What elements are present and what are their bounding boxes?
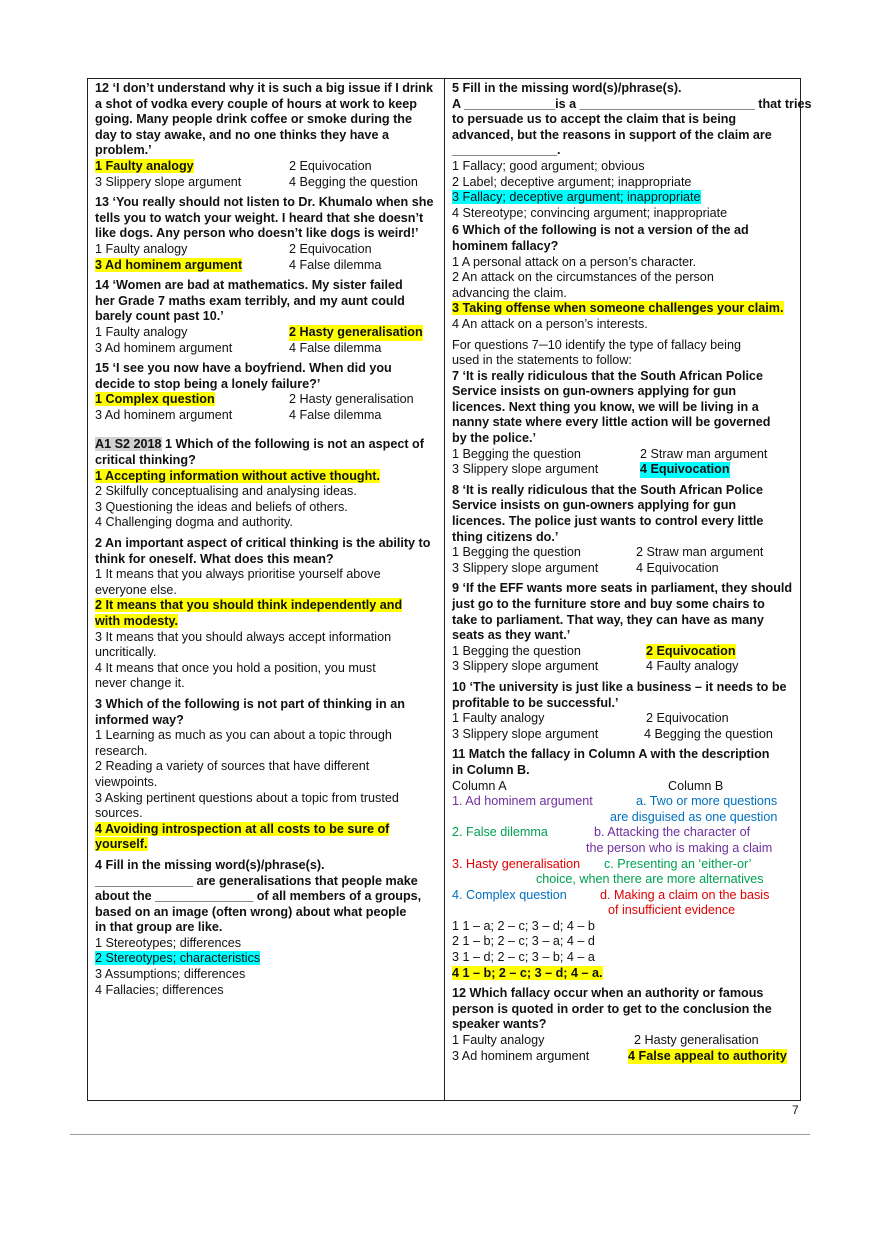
option-row — [452, 545, 796, 561]
question-stem: 11 Match the fallacy in Column A with the description — [452, 747, 770, 762]
question-stem: 2 An important aspect of critical thinking is the ability to — [95, 536, 431, 551]
option: 3 It means that you should always accept information — [95, 629, 392, 644]
option-row — [95, 408, 439, 424]
right-column — [452, 81, 812, 1064]
option: 2 An attack on the circumstances of the person — [452, 270, 714, 285]
option: 4 Challenging dogma and authority. — [95, 515, 293, 530]
column-b-item: the person who is making a claim — [586, 840, 773, 855]
column-headers — [452, 779, 796, 795]
column-a-header: Column A — [452, 778, 507, 793]
s2018-question-11-block — [452, 747, 796, 981]
column-a-item: 3. Hasty generalisation — [452, 856, 581, 871]
question-14-block — [95, 278, 439, 356]
column-a-item: 2. False dilemma — [452, 825, 548, 840]
option-answer: yourself. — [95, 837, 148, 852]
option: 2 Skilfully conceptualising and analysing ideas. — [95, 484, 357, 499]
option-answer: 3 Taking offense when someone challenges your claim. — [452, 301, 784, 316]
option: 4 Fallacies; differences — [95, 982, 224, 997]
option: 2 Label; deceptive argument; inappropriate — [452, 174, 692, 189]
option: 1 Faulty analogy — [95, 241, 188, 256]
option-answer: 4 1 – b; 2 – c; 3 – d; 4 – a. — [452, 965, 603, 980]
match-row — [452, 825, 796, 841]
column-a-item: 4. Complex question — [452, 887, 567, 902]
instructions-block — [452, 338, 796, 369]
option-row — [452, 727, 796, 743]
question-stem: speaker wants? — [452, 1017, 547, 1032]
question-stem: problem.’ — [95, 143, 152, 158]
option: 2 Hasty generalisation — [634, 1033, 759, 1048]
question-stem: seats as they want.’ — [452, 628, 571, 643]
option-row — [95, 258, 439, 274]
question-stem: ______________ are generalisations that people make — [95, 873, 418, 888]
column-b-item: are disguised as one question — [610, 809, 778, 824]
option-row — [95, 392, 439, 408]
question-stem: 1 Which of the following is not an aspect of — [161, 437, 424, 452]
question-stem: A _____________is a _________________________ that tries — [452, 96, 812, 111]
option-answer: 1 Accepting information without active thought. — [95, 468, 380, 483]
question-stem: by the police.’ — [452, 431, 536, 446]
question-stem: 4 Fill in the missing word(s)/phrase(s). — [95, 857, 325, 872]
section-tag: A1 S2 2018 — [95, 437, 162, 452]
question-stem: person is quoted in order to get to the conclusion the — [452, 1001, 772, 1016]
question-stem: tells you to watch your weight. I heard that she doesn’t — [95, 210, 424, 225]
question-stem: like dogs. Any person who doesn’t like dogs is weird!’ — [95, 226, 419, 241]
question-stem: _______________. — [452, 143, 561, 158]
option: 1 Begging the question — [452, 545, 581, 560]
option-answer: 1 Complex question — [95, 392, 215, 407]
left-column — [95, 81, 439, 998]
option: 4 Faulty analogy — [646, 659, 739, 674]
s2018-question-8-block — [452, 483, 796, 577]
question-stem: 8 ‘It is really ridiculous that the South African Police — [452, 482, 763, 497]
option: 4 Stereotype; convincing argument; inappropriate — [452, 205, 728, 220]
option: 1 Fallacy; good argument; obvious — [452, 158, 645, 173]
column-divider — [444, 79, 445, 1100]
s2018-question-6-block — [452, 223, 796, 332]
question-stem: her Grade 7 maths exam terribly, and my aunt could — [95, 293, 405, 308]
question-stem: based on an image (often wrong) about what people — [95, 904, 407, 919]
option-row — [452, 462, 796, 478]
option-row — [452, 659, 796, 675]
option: advancing the claim. — [452, 285, 567, 300]
option: 3 Ad hominem argument — [452, 1048, 590, 1063]
question-stem: just go to the furniture store and buy some chairs to — [452, 597, 765, 611]
question-stem: 3 Which of the following is not part of thinking in an — [95, 696, 405, 711]
question-stem: Service insists on gun-owners applying for gun — [452, 384, 737, 399]
s2018-question-9-block — [452, 581, 796, 675]
s2018-question-2-block — [95, 536, 439, 692]
option: 3 Asking pertinent questions about a topic from trusted — [95, 790, 399, 805]
column-b-item: a. Two or more questions — [636, 794, 778, 809]
question-stem: licences. The police just wants to control every little — [452, 514, 764, 529]
question-stem: take to parliament. That way, they can have as many — [452, 612, 764, 627]
option-answer: with modesty. — [95, 614, 179, 628]
question-stem: 6 Which of the following is not a version of the ad — [452, 223, 749, 238]
option: 1 A personal attack on a person’s character. — [452, 254, 697, 269]
option: 2 Equivocation — [646, 711, 729, 726]
question-stem: barely count past 10.’ — [95, 309, 224, 324]
option-row — [95, 159, 439, 175]
question-stem: 12 ‘I don’t understand why it is such a big issue if I drink — [95, 81, 433, 95]
question-stem: decide to stop being a lonely failure?’ — [95, 376, 321, 391]
option: everyone else. — [95, 582, 177, 597]
option: 1 Faulty analogy — [452, 1033, 545, 1048]
question-stem: about the ______________ of all members of a groups, — [95, 889, 422, 904]
option: viewpoints. — [95, 774, 158, 789]
option: 2 Equivocation — [289, 241, 372, 256]
s2018-question-5-block — [452, 81, 812, 221]
option-row — [95, 325, 439, 341]
question-stem: critical thinking? — [95, 453, 196, 468]
footer-rule — [70, 1134, 810, 1135]
option: 3 Ad hominem argument — [95, 407, 233, 422]
questions-table — [87, 78, 812, 1101]
option: 3 Slippery slope argument — [452, 726, 599, 741]
question-stem: Service insists on gun-owners applying for gun — [452, 498, 737, 513]
option-answer: 3 Ad hominem argument — [95, 257, 243, 272]
question-stem: thing citizens do.’ — [452, 529, 559, 544]
question-stem: 12 Which fallacy occur when an authority or famous — [452, 986, 764, 1001]
question-stem: 14 ‘Women are bad at mathematics. My sister failed — [95, 278, 403, 293]
question-stem: licences. Next thing you know, we will be living in a — [452, 399, 759, 414]
option: 4 False dilemma — [289, 407, 382, 422]
option-answer: 4 Equivocation — [640, 462, 730, 477]
option: 4 It means that once you hold a position, you must — [95, 660, 376, 675]
s2018-question-12-block — [452, 986, 796, 1064]
option: 3 1 – d; 2 – c; 3 – b; 4 – a — [452, 950, 595, 965]
question-stem: 13 ‘You really should not listen to Dr. Khumalo when she — [95, 195, 434, 210]
option-answer: 4 Avoiding introspection at all costs to be sure of — [95, 821, 390, 836]
option: 1 Stereotypes; differences — [95, 935, 242, 950]
column-b-header: Column B — [668, 778, 724, 793]
option: 2 1 – b; 2 – c; 3 – a; 4 – d — [452, 934, 595, 949]
option: 2 Straw man argument — [640, 446, 768, 461]
option-answer: 2 Stereotypes; characteristics — [95, 951, 261, 966]
page-number: 7 — [792, 1103, 799, 1117]
option: research. — [95, 743, 148, 758]
option: 3 Slippery slope argument — [452, 462, 599, 477]
question-stem: profitable to be successful.’ — [452, 695, 619, 710]
option: 3 Slippery slope argument — [452, 659, 599, 674]
option-row — [95, 175, 439, 191]
column-b-item: d. Making a claim on the basis — [600, 887, 770, 902]
question-stem: a shot of vodka every couple of hours at work to keep — [95, 96, 417, 111]
question-stem: 15 ‘I see you now have a boyfriend. When did you — [95, 361, 392, 376]
option-row — [452, 1033, 796, 1049]
match-row — [452, 794, 796, 810]
option-answer: 2 It means that you should think independently and — [95, 598, 403, 613]
option: 4 False dilemma — [289, 257, 382, 272]
question-stem: think for oneself. What does this mean? — [95, 551, 334, 566]
question-13-block — [95, 195, 439, 273]
option: 4 An attack on a person’s interests. — [452, 316, 648, 331]
option-row — [452, 447, 796, 463]
option: uncritically. — [95, 645, 157, 660]
option: 3 Slippery slope argument — [95, 174, 242, 189]
option: 2 Hasty generalisation — [289, 392, 414, 407]
column-a-item: 1. Ad hominem argument — [452, 794, 593, 809]
match-row — [452, 888, 796, 904]
option: 3 Ad hominem argument — [95, 340, 233, 355]
question-stem: hominem fallacy? — [452, 238, 559, 253]
question-stem: day to stay awake, and no one thinks they have a — [95, 127, 389, 142]
question-stem: 9 ‘If the EFF wants more seats in parliament, they should — [452, 581, 793, 596]
option: 4 Begging the question — [644, 726, 773, 741]
option-row — [452, 711, 796, 727]
option: 1 It means that you always prioritise yourself above — [95, 567, 381, 582]
column-b-item: choice, when there are more alternatives — [536, 872, 764, 887]
instruction-text: used in the statements to follow: — [452, 353, 632, 368]
question-stem: going. Many people drink coffee or smoke during the — [95, 112, 412, 127]
option: 1 Begging the question — [452, 643, 581, 658]
option: 2 Reading a variety of sources that have different — [95, 759, 370, 774]
option: 3 Assumptions; differences — [95, 967, 246, 982]
question-stem: in Column B. — [452, 762, 530, 777]
option-row — [452, 1049, 796, 1065]
option-answer: 2 Hasty generalisation — [289, 324, 423, 339]
option: 2 Straw man argument — [636, 545, 764, 560]
option: 2 Equivocation — [289, 158, 372, 173]
question-15-block — [95, 361, 439, 423]
s2018-question-4-block — [95, 858, 439, 998]
option-answer: 4 False appeal to authority — [628, 1048, 787, 1063]
question-stem: nanny state where every little action will be governed — [452, 415, 771, 430]
s2018-question-3-block — [95, 697, 439, 853]
question-stem: to persuade us to accept the claim that is being — [452, 112, 737, 127]
question-stem: 7 ‘It is really ridiculous that the South African Police — [452, 368, 763, 383]
option: sources. — [95, 806, 143, 821]
column-b-item: of insufficient evidence — [608, 903, 736, 918]
instruction-text: For questions 7─10 identify the type of fallacy being — [452, 337, 741, 352]
column-b-item: c. Presenting an ‘either-or’ — [604, 856, 752, 871]
option: 1 Faulty analogy — [452, 711, 545, 726]
option: 3 Questioning the ideas and beliefs of others. — [95, 499, 348, 514]
option: 3 Slippery slope argument — [452, 560, 599, 575]
question-stem: in that group are like. — [95, 920, 223, 935]
option: 4 Equivocation — [636, 560, 719, 575]
question-12-block — [95, 81, 439, 190]
option: 1 Faulty analogy — [95, 324, 188, 339]
option: 1 1 – a; 2 – c; 3 – d; 4 – b — [452, 918, 595, 933]
question-stem: 5 Fill in the missing word(s)/phrase(s). — [452, 81, 682, 95]
match-row — [452, 857, 796, 873]
option-answer: 2 Equivocation — [646, 643, 736, 658]
s2018-question-1-block — [95, 437, 439, 531]
option-row — [95, 341, 439, 357]
s2018-question-10-block — [452, 680, 796, 742]
option-row — [95, 242, 439, 258]
question-stem: advanced, but the reasons in support of the claim are — [452, 127, 772, 142]
option: 1 Learning as much as you can about a topic through — [95, 728, 392, 743]
s2018-question-7-block — [452, 369, 796, 478]
option: 1 Begging the question — [452, 446, 581, 461]
question-stem: informed way? — [95, 712, 184, 727]
option: never change it. — [95, 676, 185, 691]
option: 4 Begging the question — [289, 174, 418, 189]
column-b-item: b. Attacking the character of — [594, 825, 751, 840]
option-row — [452, 561, 796, 577]
option-answer: 1 Faulty analogy — [95, 158, 194, 173]
option-row — [452, 644, 796, 660]
option-answer: 3 Fallacy; deceptive argument; inappropriate — [452, 190, 701, 205]
question-stem: 10 ‘The university is just like a business – it needs to be — [452, 679, 787, 694]
option: 4 False dilemma — [289, 340, 382, 355]
